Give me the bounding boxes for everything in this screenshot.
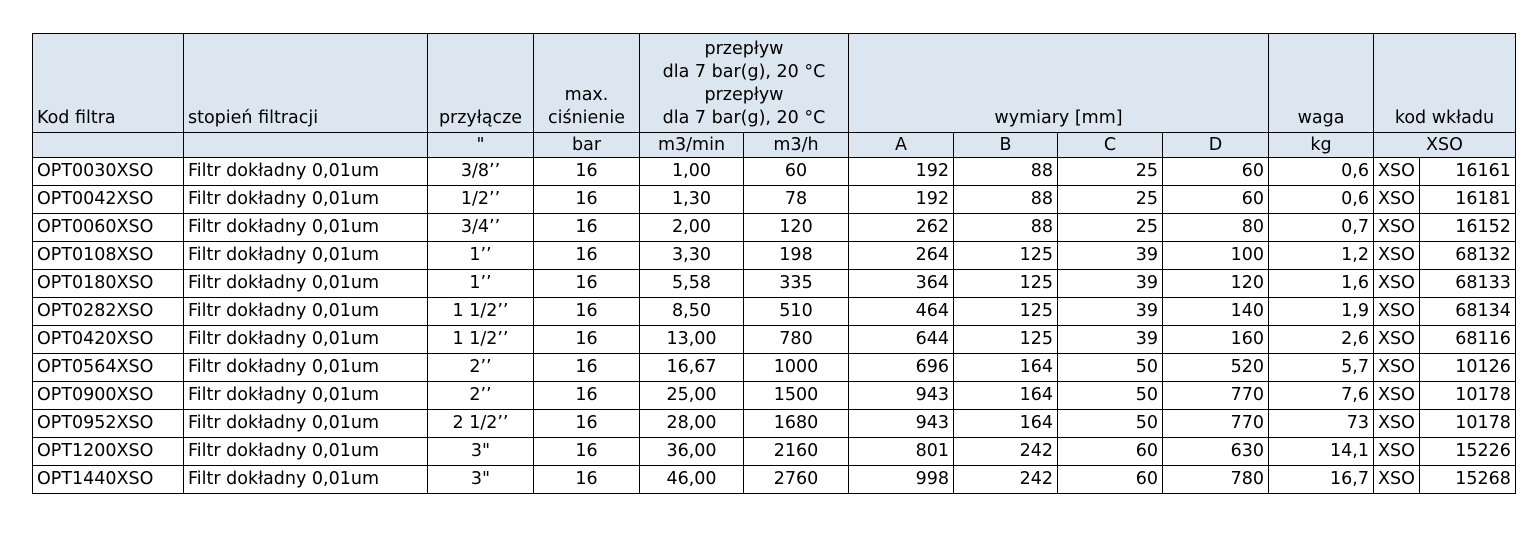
cell-wklad-prefix: XSO	[1374, 186, 1420, 214]
cell-dim-c: 39	[1058, 298, 1163, 326]
cell-dim-c: 39	[1058, 242, 1163, 270]
cell-wklad-prefix: XSO	[1374, 242, 1420, 270]
cell-dim-a: 998	[849, 466, 954, 494]
cell-dim-b: 242	[954, 438, 1058, 466]
cell-kod-filtra: OPT0060XSO	[33, 214, 184, 242]
cell-przylacze: 3"	[428, 438, 534, 466]
cell-flow-m3-h: 2160	[744, 438, 849, 466]
cell-kod-filtra: OPT1440XSO	[33, 466, 184, 494]
cell-flow-m3-min: 46,00	[640, 466, 744, 494]
cell-dim-a: 364	[849, 270, 954, 298]
cell-cisnienie: 16	[534, 354, 640, 382]
cell-flow-m3-min: 28,00	[640, 410, 744, 438]
unit-flow-h: m3/h	[744, 133, 849, 158]
cell-waga: 14,1	[1269, 438, 1374, 466]
filter-spec-table	[32, 33, 1516, 494]
cell-dim-c: 50	[1058, 410, 1163, 438]
units-row	[33, 133, 1516, 158]
unit-waga: kg	[1269, 133, 1374, 158]
cell-dim-a: 943	[849, 382, 954, 410]
cell-dim-d: 160	[1163, 326, 1269, 354]
cell-waga: 0,6	[1269, 186, 1374, 214]
unit-cisnienie: bar	[534, 133, 640, 158]
cell-flow-m3-min: 13,00	[640, 326, 744, 354]
cell-kod-filtra: OPT0180XSO	[33, 270, 184, 298]
cell-cisnienie: 16	[534, 186, 640, 214]
cell-dim-b: 125	[954, 326, 1058, 354]
table-row	[33, 298, 1516, 326]
cell-przylacze: 3/8’’	[428, 158, 534, 186]
table-row	[33, 270, 1516, 298]
cell-wklad-number: 16181	[1419, 186, 1515, 214]
cell-flow-m3-h: 198	[744, 242, 849, 270]
cell-dim-d: 60	[1163, 158, 1269, 186]
cell-wklad-prefix: XSO	[1374, 214, 1420, 242]
cell-waga: 1,6	[1269, 270, 1374, 298]
cell-kod-filtra: OPT0042XSO	[33, 186, 184, 214]
cell-dim-a: 264	[849, 242, 954, 270]
cell-dim-b: 164	[954, 410, 1058, 438]
cell-flow-m3-h: 780	[744, 326, 849, 354]
cell-dim-b: 242	[954, 466, 1058, 494]
table-row	[33, 466, 1516, 494]
table-row	[33, 186, 1516, 214]
cell-wklad-prefix: XSO	[1374, 466, 1420, 494]
cell-przylacze: 1’’	[428, 242, 534, 270]
cell-dim-d: 100	[1163, 242, 1269, 270]
cell-dim-c: 50	[1058, 382, 1163, 410]
cell-cisnienie: 16	[534, 298, 640, 326]
cell-wklad-prefix: XSO	[1374, 270, 1420, 298]
cell-flow-m3-min: 25,00	[640, 382, 744, 410]
cell-wklad-prefix: XSO	[1374, 410, 1420, 438]
cell-flow-m3-min: 16,67	[640, 354, 744, 382]
cell-kod-filtra: OPT0282XSO	[33, 298, 184, 326]
cell-wklad-prefix: XSO	[1374, 354, 1420, 382]
cell-wklad-number: 10126	[1419, 354, 1515, 382]
cell-przylacze: 2’’	[428, 382, 534, 410]
cell-waga: 0,7	[1269, 214, 1374, 242]
cell-wklad-number: 16152	[1419, 214, 1515, 242]
cell-stopien-filtracji: Filtr dokładny 0,01um	[184, 410, 428, 438]
cell-flow-m3-h: 78	[744, 186, 849, 214]
cell-stopien-filtracji: Filtr dokładny 0,01um	[184, 382, 428, 410]
cell-stopien-filtracji: Filtr dokładny 0,01um	[184, 354, 428, 382]
cell-wklad-number: 68116	[1419, 326, 1515, 354]
cell-stopien-filtracji: Filtr dokładny 0,01um	[184, 270, 428, 298]
cell-wklad-prefix: XSO	[1374, 298, 1420, 326]
cell-cisnienie: 16	[534, 214, 640, 242]
cell-stopien-filtracji: Filtr dokładny 0,01um	[184, 298, 428, 326]
cell-stopien-filtracji: Filtr dokładny 0,01um	[184, 242, 428, 270]
cell-dim-c: 25	[1058, 158, 1163, 186]
header-kod-wkladu: kod wkładu	[1374, 34, 1516, 133]
cell-stopien-filtracji: Filtr dokładny 0,01um	[184, 158, 428, 186]
cell-kod-filtra: OPT0420XSO	[33, 326, 184, 354]
cell-przylacze: 1 1/2’’	[428, 326, 534, 354]
cell-przylacze: 1’’	[428, 270, 534, 298]
unit-wklad: XSO	[1374, 133, 1516, 158]
cell-dim-a: 192	[849, 186, 954, 214]
cell-dim-d: 780	[1163, 466, 1269, 494]
table-row	[33, 158, 1516, 186]
cell-waga: 0,6	[1269, 158, 1374, 186]
cell-kod-filtra: OPT0900XSO	[33, 382, 184, 410]
cell-dim-b: 164	[954, 382, 1058, 410]
cell-stopien-filtracji: Filtr dokładny 0,01um	[184, 214, 428, 242]
cell-przylacze: 2’’	[428, 354, 534, 382]
cell-wklad-prefix: XSO	[1374, 438, 1420, 466]
cell-flow-m3-min: 36,00	[640, 438, 744, 466]
cell-wklad-prefix: XSO	[1374, 158, 1420, 186]
cell-dim-d: 140	[1163, 298, 1269, 326]
cell-dim-d: 770	[1163, 382, 1269, 410]
cell-wklad-prefix: XSO	[1374, 382, 1420, 410]
header-waga: waga	[1269, 34, 1374, 133]
cell-flow-m3-h: 1500	[744, 382, 849, 410]
cell-wklad-number: 68134	[1419, 298, 1515, 326]
cell-wklad-number: 68133	[1419, 270, 1515, 298]
cell-wklad-prefix: XSO	[1374, 326, 1420, 354]
header-przeplyw-line: przepływ	[704, 39, 784, 59]
header-przeplyw-line: dla 7 bar(g), 20 °C	[662, 62, 826, 82]
cell-przylacze: 1/2’’	[428, 186, 534, 214]
cell-flow-m3-h: 1000	[744, 354, 849, 382]
cell-dim-b: 125	[954, 242, 1058, 270]
cell-flow-m3-h: 335	[744, 270, 849, 298]
cell-waga: 7,6	[1269, 382, 1374, 410]
cell-waga: 1,2	[1269, 242, 1374, 270]
cell-dim-b: 125	[954, 298, 1058, 326]
cell-flow-m3-h: 2760	[744, 466, 849, 494]
cell-wklad-number: 15268	[1419, 466, 1515, 494]
cell-stopien-filtracji: Filtr dokładny 0,01um	[184, 466, 428, 494]
unit-przylacze: "	[428, 133, 534, 158]
cell-cisnienie: 16	[534, 270, 640, 298]
cell-dim-d: 60	[1163, 186, 1269, 214]
header-kod-filtra: Kod filtra	[33, 34, 184, 133]
header-przeplyw	[640, 34, 849, 133]
cell-dim-c: 39	[1058, 270, 1163, 298]
cell-kod-filtra: OPT0564XSO	[33, 354, 184, 382]
header-stopien-filtracji: stopień filtracji	[184, 34, 428, 133]
header-przeplyw-line: dla 7 bar(g), 20 °C	[662, 108, 826, 128]
cell-wklad-number: 10178	[1419, 382, 1515, 410]
cell-cisnienie: 16	[534, 158, 640, 186]
table-row	[33, 214, 1516, 242]
unit-dim-a: A	[849, 133, 954, 158]
header-row	[33, 34, 1516, 133]
table-row	[33, 326, 1516, 354]
cell-waga: 73	[1269, 410, 1374, 438]
cell-kod-filtra: OPT0030XSO	[33, 158, 184, 186]
cell-kod-filtra: OPT0952XSO	[33, 410, 184, 438]
cell-dim-d: 120	[1163, 270, 1269, 298]
table-row	[33, 354, 1516, 382]
cell-dim-a: 644	[849, 326, 954, 354]
unit-stopien	[184, 133, 428, 158]
cell-dim-d: 630	[1163, 438, 1269, 466]
cell-dim-d: 80	[1163, 214, 1269, 242]
cell-przylacze: 3"	[428, 466, 534, 494]
cell-waga: 1,9	[1269, 298, 1374, 326]
cell-dim-b: 88	[954, 186, 1058, 214]
unit-dim-b: B	[954, 133, 1058, 158]
cell-dim-d: 520	[1163, 354, 1269, 382]
cell-stopien-filtracji: Filtr dokładny 0,01um	[184, 438, 428, 466]
header-przylacze: przyłącze	[428, 34, 534, 133]
cell-flow-m3-h: 510	[744, 298, 849, 326]
cell-stopien-filtracji: Filtr dokładny 0,01um	[184, 186, 428, 214]
unit-dim-c: C	[1058, 133, 1163, 158]
cell-stopien-filtracji: Filtr dokładny 0,01um	[184, 326, 428, 354]
cell-dim-a: 801	[849, 438, 954, 466]
cell-flow-m3-min: 5,58	[640, 270, 744, 298]
cell-dim-c: 25	[1058, 186, 1163, 214]
cell-flow-m3-min: 8,50	[640, 298, 744, 326]
cell-dim-c: 25	[1058, 214, 1163, 242]
cell-flow-m3-h: 60	[744, 158, 849, 186]
cell-dim-a: 696	[849, 354, 954, 382]
header-wymiary: wymiary [mm]	[849, 34, 1269, 133]
cell-przylacze: 1 1/2’’	[428, 298, 534, 326]
unit-flow-min: m3/min	[640, 133, 744, 158]
cell-waga: 16,7	[1269, 466, 1374, 494]
cell-flow-m3-min: 1,30	[640, 186, 744, 214]
cell-przylacze: 3/4’’	[428, 214, 534, 242]
cell-wklad-number: 16161	[1419, 158, 1515, 186]
cell-dim-c: 60	[1058, 466, 1163, 494]
cell-cisnienie: 16	[534, 382, 640, 410]
cell-kod-filtra: OPT0108XSO	[33, 242, 184, 270]
cell-dim-a: 943	[849, 410, 954, 438]
cell-dim-a: 262	[849, 214, 954, 242]
cell-waga: 2,6	[1269, 326, 1374, 354]
cell-cisnienie: 16	[534, 326, 640, 354]
unit-kod	[33, 133, 184, 158]
header-cisnienie-line-2: ciśnienie	[547, 108, 626, 128]
header-cisnienie	[534, 34, 640, 133]
cell-dim-b: 125	[954, 270, 1058, 298]
cell-dim-b: 88	[954, 158, 1058, 186]
cell-flow-m3-min: 1,00	[640, 158, 744, 186]
cell-dim-b: 88	[954, 214, 1058, 242]
cell-wklad-number: 15226	[1419, 438, 1515, 466]
cell-dim-c: 39	[1058, 326, 1163, 354]
unit-dim-d: D	[1163, 133, 1269, 158]
cell-cisnienie: 16	[534, 242, 640, 270]
cell-dim-a: 464	[849, 298, 954, 326]
cell-dim-a: 192	[849, 158, 954, 186]
cell-flow-m3-h: 120	[744, 214, 849, 242]
header-cisnienie-line-1: max.	[564, 85, 609, 105]
cell-flow-m3-min: 2,00	[640, 214, 744, 242]
cell-cisnienie: 16	[534, 410, 640, 438]
table-row	[33, 242, 1516, 270]
header-przeplyw-line: przepływ	[704, 85, 784, 105]
cell-wklad-number: 10178	[1419, 410, 1515, 438]
cell-flow-m3-min: 3,30	[640, 242, 744, 270]
table-row	[33, 438, 1516, 466]
cell-flow-m3-h: 1680	[744, 410, 849, 438]
cell-cisnienie: 16	[534, 438, 640, 466]
cell-przylacze: 2 1/2’’	[428, 410, 534, 438]
cell-kod-filtra: OPT1200XSO	[33, 438, 184, 466]
cell-cisnienie: 16	[534, 466, 640, 494]
cell-dim-d: 770	[1163, 410, 1269, 438]
cell-wklad-number: 68132	[1419, 242, 1515, 270]
cell-dim-b: 164	[954, 354, 1058, 382]
cell-dim-c: 60	[1058, 438, 1163, 466]
table-row	[33, 382, 1516, 410]
cell-dim-c: 50	[1058, 354, 1163, 382]
cell-waga: 5,7	[1269, 354, 1374, 382]
table-row	[33, 410, 1516, 438]
